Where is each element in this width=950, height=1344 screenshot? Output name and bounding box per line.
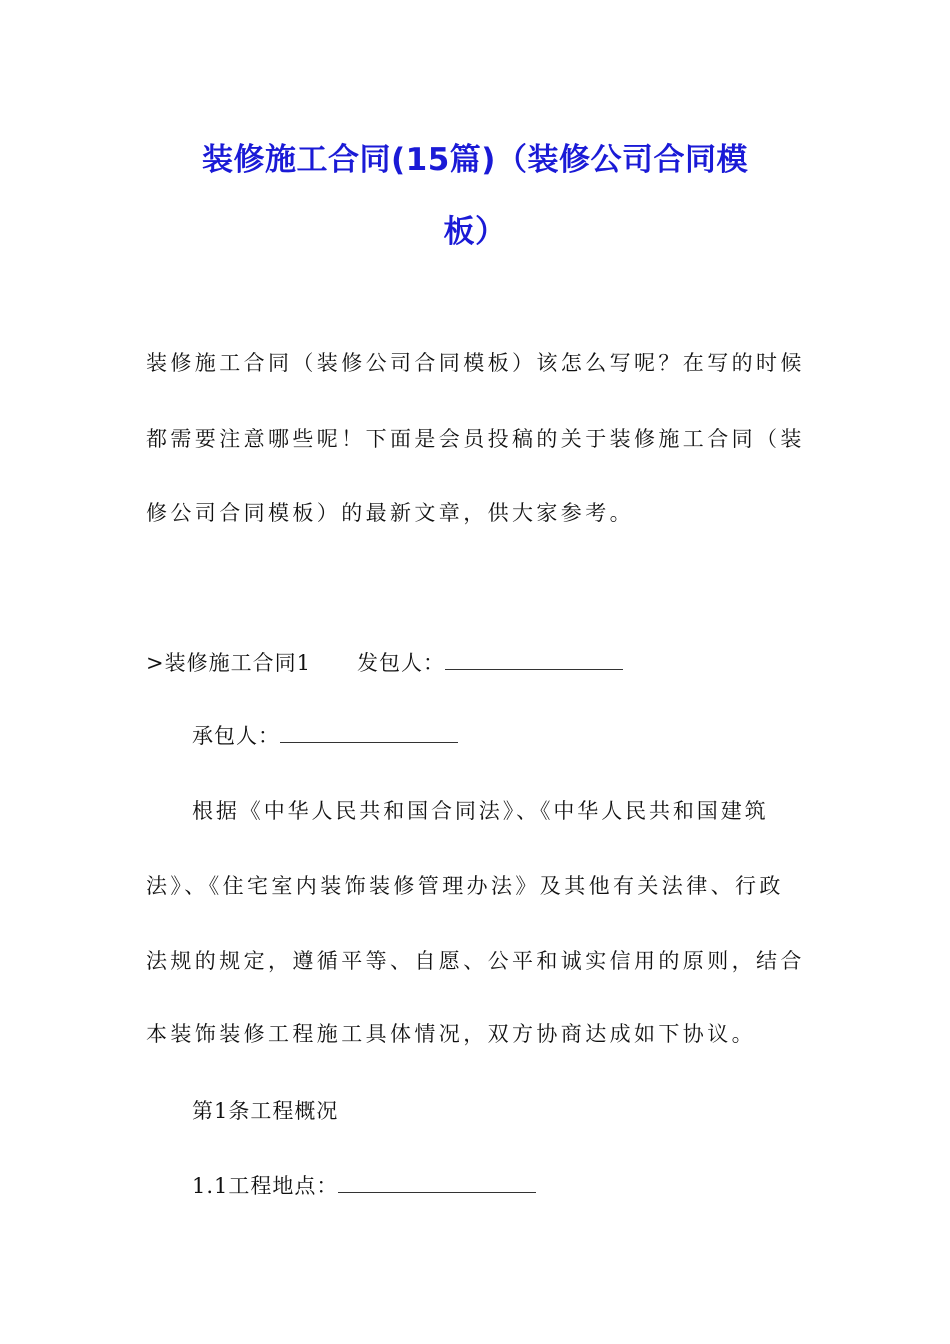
contract-heading-row [146,647,806,677]
intro-line-1: 装修施工合同（装修公司合同模板）该怎么写呢？在写的时候 [146,351,805,375]
party-b-label: 承包人： [192,724,280,748]
party-b-row [192,720,852,750]
document-title-line-1: 装修施工合同(15篇)（装修公司合同模 [202,142,748,178]
basis-line-1: 根据《中华人民共和国合同法》、《中华人民共和国建筑 [192,799,769,823]
intro-line-3: 修公司合同模板）的最新文章，供大家参考。 [146,501,634,525]
article-1-heading: 第1条工程概况 [192,1099,339,1123]
section-heading: >装修施工合同1 [146,651,311,675]
basis-line-2: 法》、《住宅室内装饰装修管理办法》及其他有关法律、行政 [146,874,784,898]
item-1-1-label: 1.1工程地点： [192,1174,339,1198]
project-location-blank-line[interactable] [338,1172,536,1193]
basis-line-3: 法规的规定，遵循平等、自愿、公平和诚实信用的原则，结合 [146,949,805,973]
document-title-line-2: 板） [443,214,507,250]
basis-line-4: 本装饰装修工程施工具体情况，双方协商达成如下协议。 [146,1022,756,1046]
party-b-blank-line[interactable] [280,722,458,743]
item-1-1-row [192,1170,852,1200]
party-a-label: 发包人： [356,651,445,675]
intro-line-2: 都需要注意哪些呢！下面是会员投稿的关于装修施工合同（装 [146,427,805,451]
party-a-blank-line[interactable] [445,649,623,670]
